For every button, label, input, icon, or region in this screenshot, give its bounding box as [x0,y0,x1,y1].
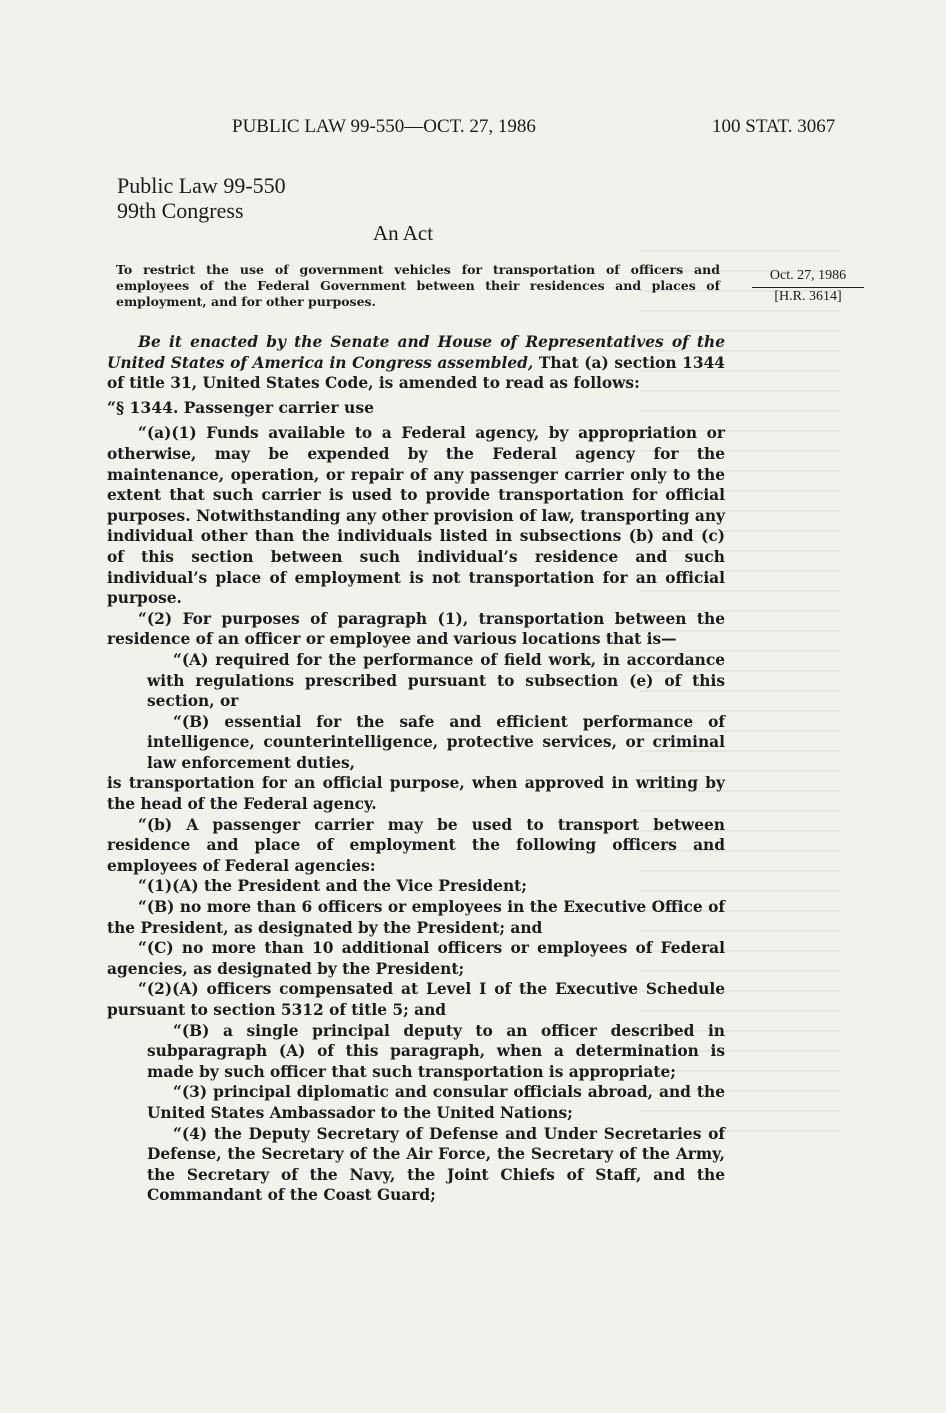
paragraph-b2B: “(B) a single principal deputy to an officer described in subparagraph (A) of this paragraph, when a determination is made by such officer that such transportation is appropriate; [147,1021,725,1081]
section-heading: “§ 1344. Passenger carrier use [107,397,375,417]
statute-body [107,332,725,1206]
paragraph-b2A: “(2)(A) officers compensated at Level I of the Executive Schedule pursuant to section 5312 of title 5; and [107,980,725,1019]
purpose-statement: To restrict the use of government vehicles for transportation of officers and employees of the Federal Government between their residences and places of employment, and for other purposes. [116,262,720,309]
enacting-clause-italic: Be it enacted by the Senate and House of Representatives of the United States of America in Congress assembled, [107,333,725,372]
sidenote-bill-number: [H.R. 3614] [774,289,842,304]
public-law-number: Public Law 99-550 [117,173,286,198]
running-header-right: 100 STAT. 3067 [712,116,836,137]
enacting-clause [107,332,725,394]
paragraph-b: “(b) A passenger carrier may be used to transport between residence and place of employment the following officers and employees of Federal agencies: [107,815,725,875]
an-act-heading: An Act [373,221,434,245]
subparagraph-a2B: “(B) essential for the safe and efficient performance of intelligence, counterintelligence, protective services, or criminal law enforcement duties, [147,712,725,772]
law-title-block [117,173,286,223]
congress-number: 99th Congress [117,198,244,223]
paragraph-a1: “(a)(1) Funds available to a Federal agency, by appropriation or otherwise, may be expended by the Federal agency for the maintenance, operation, or repair of any passenger carrier only to the extent that such carrier is used to provide transportation for official purposes. Notwithstanding any other provision of law, transporting any individual other than the individuals listed in subsections (b) and (c) of this section between such individual’s residence and such individual’s place of employment is not transportation for an official purpose. [107,424,725,608]
paragraph-b3: “(3) principal diplomatic and consular officials abroad, and the United States Ambassador to the United Nations; [147,1083,725,1122]
paragraph-b1C: “(C) no more than 10 additional officers or employees of Federal agencies, as designated by the President; [107,939,725,978]
paragraph-a2-closing: is transportation for an official purpose, when approved in writing by the head of the Federal agency. [107,774,725,814]
sidenote-rule [752,287,864,288]
subparagraph-a2A: “(A) required for the performance of field work, in accordance with regulations prescribed pursuant to subsection (e) of this section, or [147,650,725,711]
paragraph-a2: “(2) For purposes of paragraph (1), transportation between the residence of an officer or employee and various locations that is— [107,609,725,649]
paragraph-b1A: “(1)(A) the President and the Vice President; [138,877,527,896]
paragraph-b4: “(4) the Deputy Secretary of Defense and Under Secretaries of Defense, the Secretary of the Air Force, the Secretary of the Army, the Secretary of the Navy, the Joint Chiefs of Staff, and the Commandant of the Coast Guard; [147,1124,725,1205]
enacting-clause-rest: That (a) section 1344 of title 31, United States Code, is amended to read as follows: [107,353,725,393]
paragraph-b1B: “(B) no more than 6 officers or employees in the Executive Office of the President, as designated by the President; and [107,898,725,937]
sidenote-date: Oct. 27, 1986 [769,268,847,283]
running-header-left: PUBLIC LAW 99-550—OCT. 27, 1986 [232,116,536,137]
